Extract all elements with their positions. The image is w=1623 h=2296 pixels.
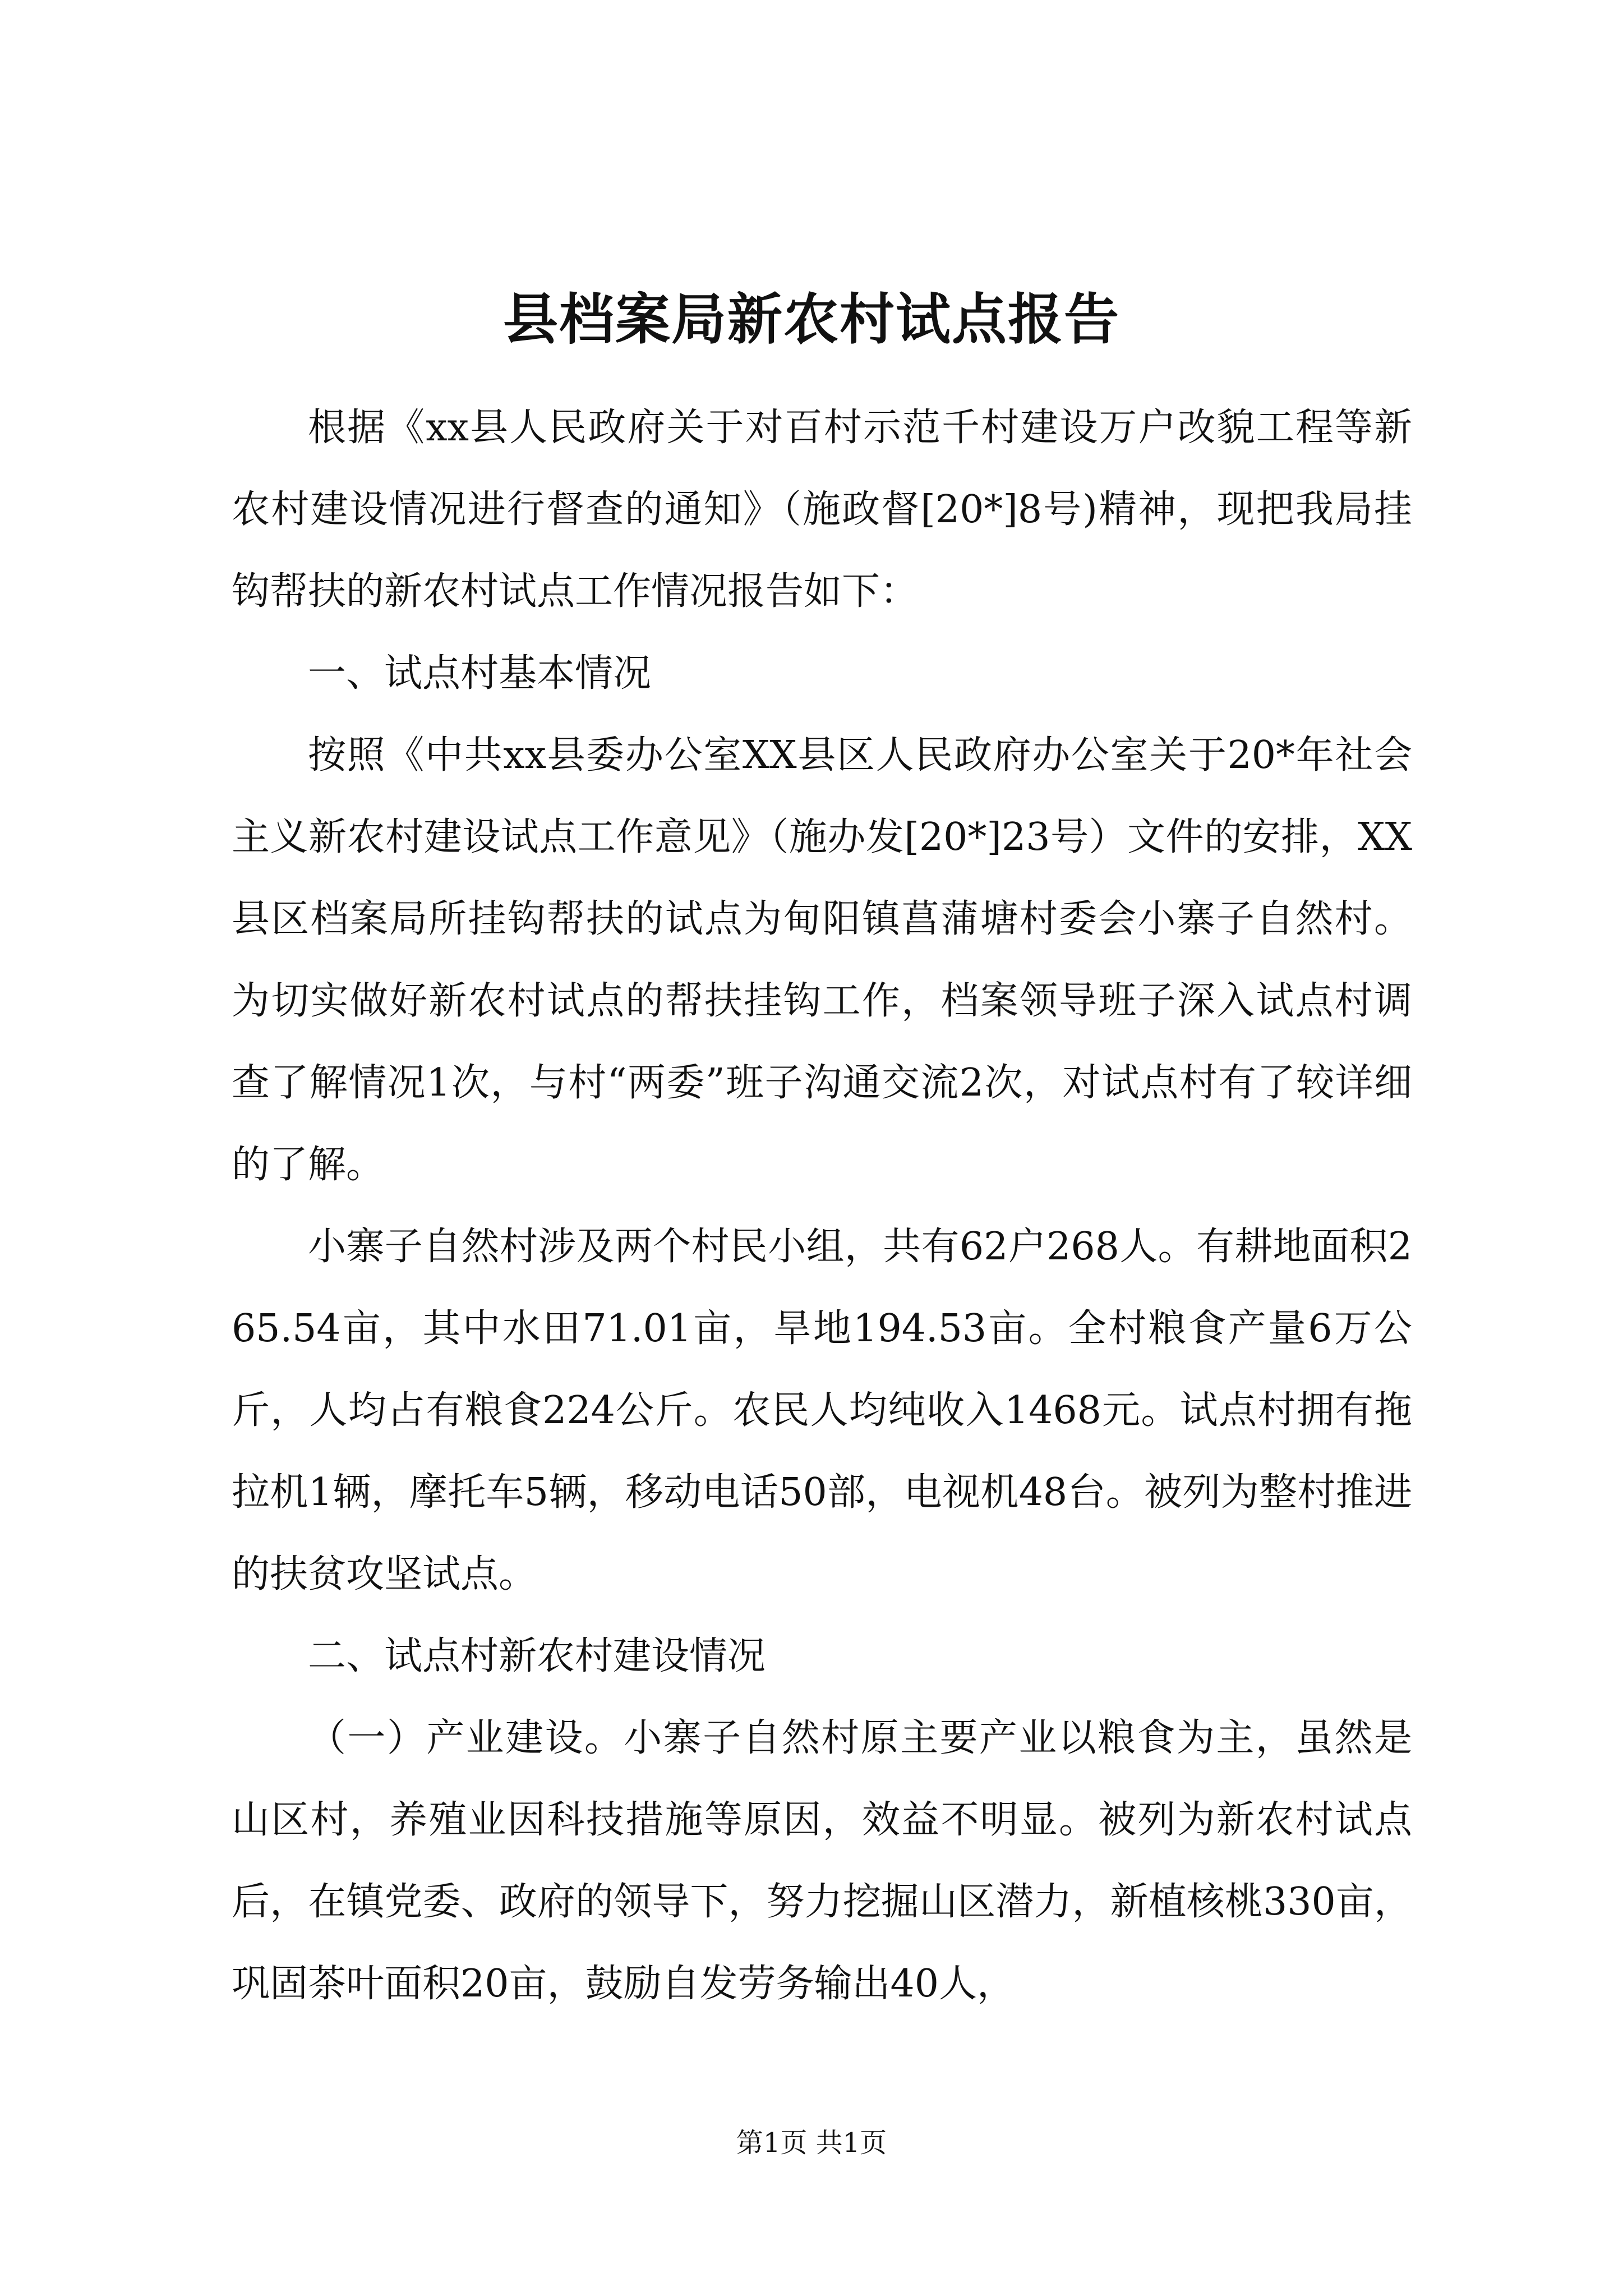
paragraph-village-stats: 小寨子自然村涉及两个村民小组，共有62户268人。有耕地面积265.54亩，其中水田71.01亩，旱地194.53亩。全村粮食产量6万公斤，人均占有粮食224公斤。农民人均纯收入1468元。试点村拥有拖拉机1辆，摩托车5辆，移动电话50部，电视机48台。被列为整村推进的扶贫攻坚试点。 (232, 1225, 1412, 1596)
section-heading-2: 二、试点村新农村建设情况 (308, 1634, 766, 1678)
document-title: 县档案局新农村试点报告 (502, 287, 1120, 352)
paragraph-arrangement: 按照《中共xx县委办公室XX县区人民政府办公室关于20*年社会主义新农村建设试点工作意见》（施办发[20*]23号）文件的安排，XX县区档案局所挂钩帮扶的试点为甸阳镇菖蒲塘村委会小寨子自然村。为切实做好新农村试点的帮扶挂钩工作，档案领导班子深入试点村调查了解情况1次，与村“两委”班子沟通交流2次，对试点村有了较详细的了解。 (232, 733, 1412, 1187)
paragraph-industry: （一）产业建设。小寨子自然村原主要产业以粮食为主，虽然是山区村，养殖业因科技措施等原因，效益不明显。被列为新农村试点后，在镇党委、政府的领导下，努力挖掘山区潜力，新植核桃330亩，巩固茶叶面积20亩，鼓励自发劳务输出40人， (232, 1716, 1412, 2006)
paragraph-intro: 根据《xx县人民政府关于对百村示范千村建设万户改貌工程等新农村建设情况进行督查的通知》（施政督[20*]8号)精神，现把我局挂钩帮扶的新农村试点工作情况报告如下： (232, 406, 1412, 614)
document-body (232, 387, 1412, 2025)
page-number-footer: 第1页 共1页 (736, 2127, 887, 2159)
section-heading-1: 一、试点村基本情况 (308, 651, 652, 696)
